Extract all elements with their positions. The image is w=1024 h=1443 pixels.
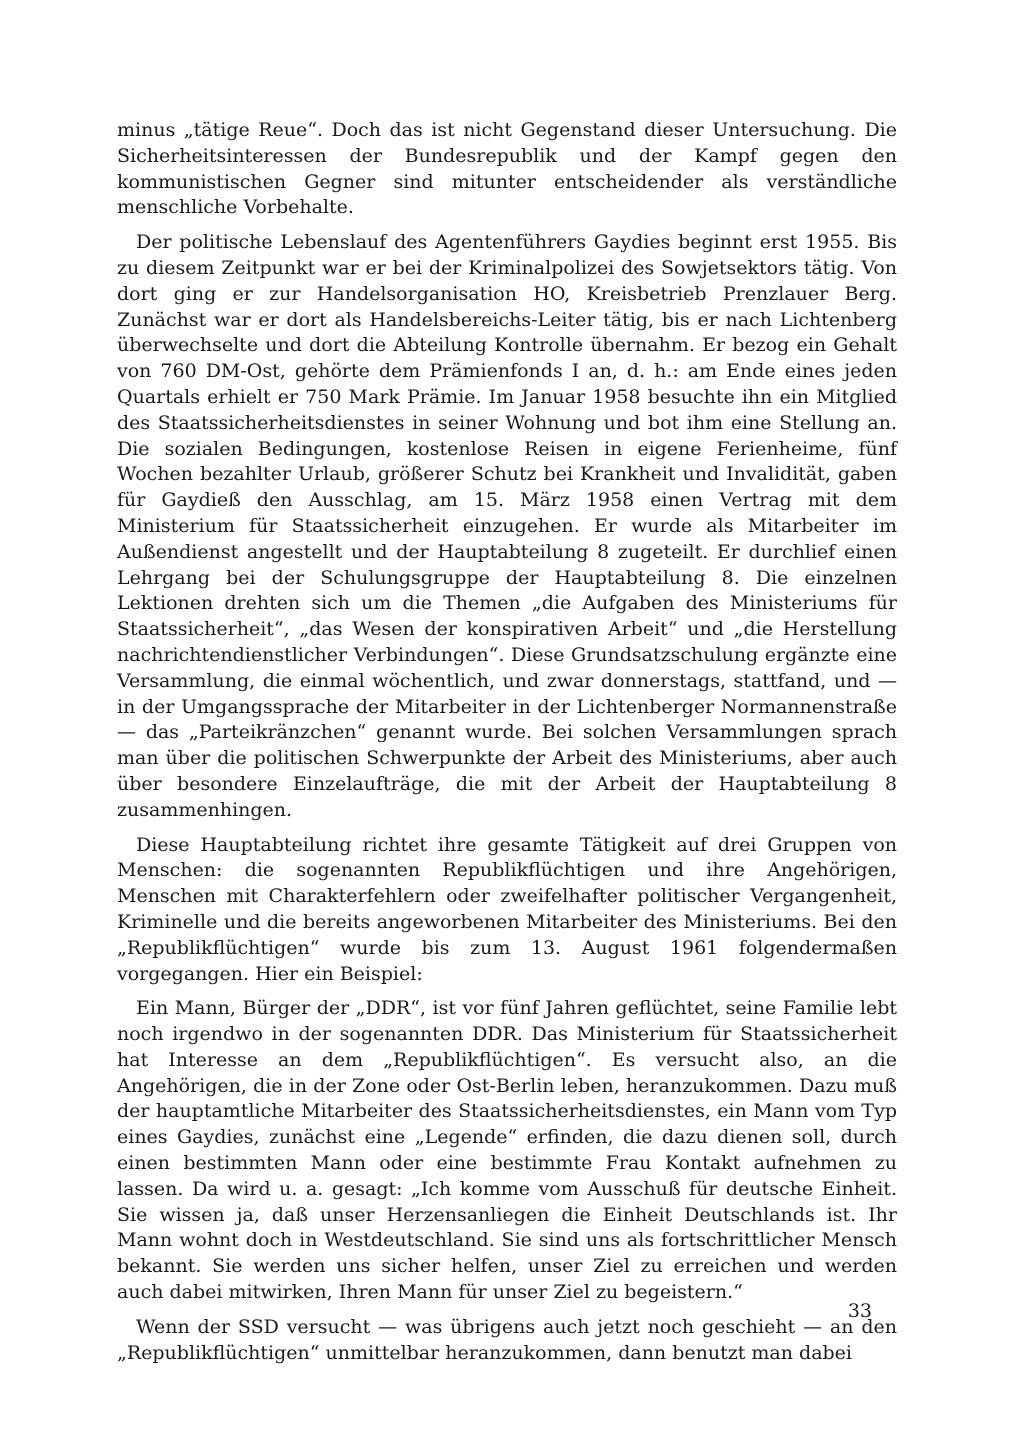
paragraph-3: Diese Hauptabteilung richtet ihre gesamte Tätigkeit auf drei Gruppen von Menschen: die sogenannten Republikflüchtigen und ihre Angehörigen, Menschen mit Charakterfehlern oder zweifelhafter politischer Vergangenheit, Kriminelle und die bereits angeworbenen Mitarbeiter des Ministeriums. Bei den „Republikflüchtigen“ wurde bis zum 13. August 1961 folgendermaßen vorgegangen. Hier ein Beispiel:	[117, 833, 897, 985]
body-text	[117, 118, 897, 1375]
paragraph-4: Ein Mann, Bürger der „DDR“, ist vor fünf Jahren geflüchtet, seine Familie lebt noch irgendwo in der sogenannten DDR. Das Ministerium für Staatssicherheit hat Interesse an dem „Republikflüchtigen“. Es versucht also, an die Angehörigen, die in der Zone oder Ost-Berlin leben, heranzukommen. Dazu muß der hauptamtliche Mitarbeiter des Staatssicherheitsdienstes, ein Mann vom Typ eines Gaydies, zunächst eine „Legende“ erfinden, die dazu dienen soll, durch einen bestimmten Mann oder eine bestimmte Frau Kontakt aufnehmen zu lassen. Da wird u. a. gesagt: „Ich komme vom Ausschuß für deutsche Einheit. Sie wissen ja, daß unser Herzensanliegen die Einheit Deutschlands ist. Ihr Mann wohnt doch in Westdeutschland. Sie sind uns als fortschrittlicher Mensch bekannt. Sie werden uns sicher helfen, unser Ziel zu erreichen und werden auch dabei mitwirken, Ihren Mann für unser Ziel zu begeistern.“	[117, 997, 897, 1304]
paragraph-2: Der politische Lebenslauf des Agentenführers Gaydies beginnt erst 1955. Bis zu diesem Zeitpunkt war er bei der Kriminalpolizei des Sowjetsektors tätig. Von dort ging er zur Handelsorganisation HO, Kreisbetrieb Prenzlauer Berg. Zunächst war er dort als Handelsbereichs-Leiter tätig, bis er nach Lichtenberg überwechselte und dort die Abteilung Kontrolle übernahm. Er bezog ein Gehalt von 760 DM-Ost, gehörte dem Prämienfonds I an, d. h.: am Ende eines jeden Quartals erhielt er 750 Mark Prämie. Im Januar 1958 besuchte ihn ein Mitglied des Staatssicherheitsdienstes in seiner Wohnung und bot ihm eine Stellung an. Die sozialen Bedingungen, kostenlose Reisen in eigene Ferienheime, fünf Wochen bezahlter Urlaub, größerer Schutz bei Krankheit und Invalidität, gaben für Gaydieß den Ausschlag, am 15. März 1958 einen Vertrag mit dem Ministerium für Staatssicherheit einzugehen. Er wurde als Mitarbeiter im Außendienst angestellt und der Hauptabteilung 8 zugeteilt. Er durchlief einen Lehrgang bei der Schulungsgruppe der Hauptabteilung 8. Die einzelnen Lektionen drehten sich um die Themen „die Aufgaben des Ministeriums für Staatssicherheit“, „das Wesen der konspirativen Arbeit“ und „die Herstellung nachrichtendienstlicher Verbindungen“. Diese Grundsatzschulung ergänzte eine Versammlung, die einmal wöchentlich, und zwar donnerstags, stattfand, und — in der Umgangssprache der Mitarbeiter in der Lichtenberger Normannenstraße — das „Parteikränzchen“ genannt wurde. Bei solchen Versammlungen sprach man über die politischen Schwerpunkte der Arbeit des Ministeriums, aber auch über besondere Einzelaufträge, die mit der Arbeit der Hauptabteilung 8 zusammenhingen.	[117, 231, 897, 821]
paragraph-5: Wenn der SSD versucht — was übrigens auch jetzt noch geschieht — an den „Republikflüchtigen“ unmittelbar heranzukommen, dann benutzt man dabei	[117, 1315, 897, 1364]
paragraph-1: minus „tätige Reue“. Doch das ist nicht Gegenstand dieser Untersuchung. Die Sicherheitsinteressen der Bundesrepublik und der Kampf gegen den kommunistischen Gegner sind mitunter entscheidender als verständliche menschliche Vorbehalte.	[117, 119, 897, 219]
page-number: 33	[847, 1300, 872, 1322]
